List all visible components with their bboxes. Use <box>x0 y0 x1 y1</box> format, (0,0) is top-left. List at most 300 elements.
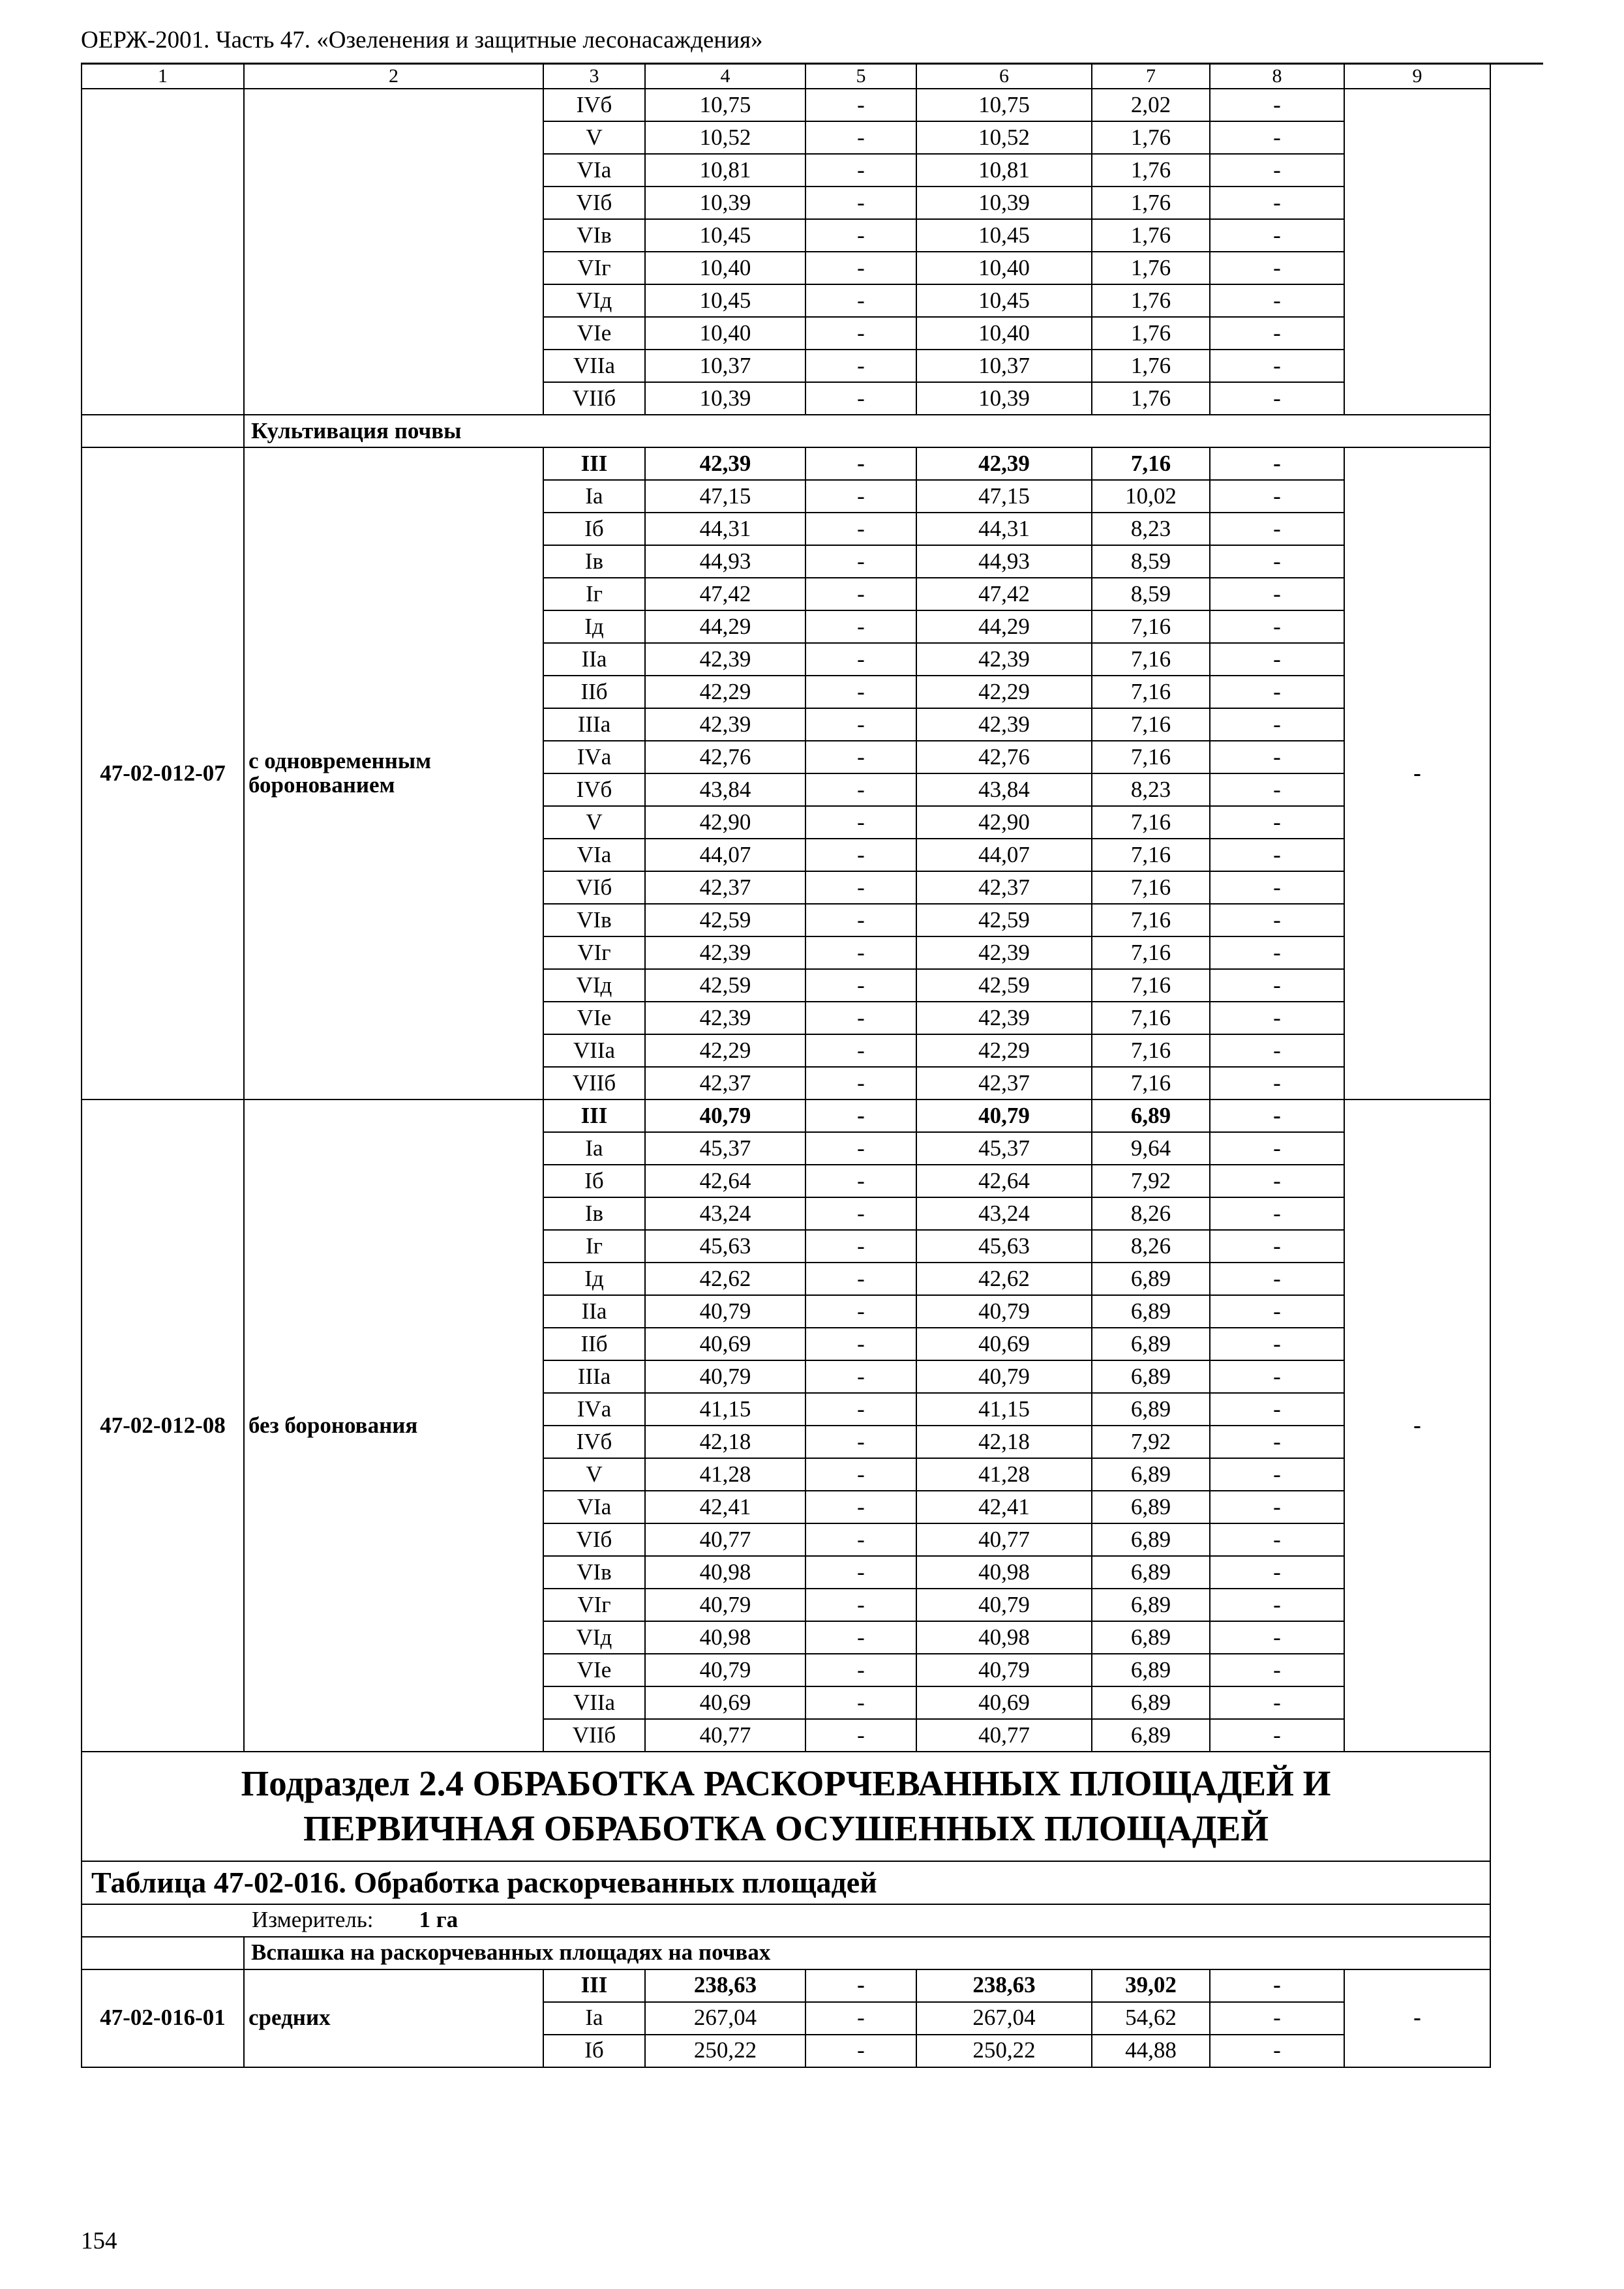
value-cell: 47,15 <box>916 480 1092 513</box>
value-cell: - <box>1210 2035 1344 2067</box>
value-cell: 7,16 <box>1092 741 1210 773</box>
value-cell: 45,63 <box>645 1230 805 1263</box>
value-cell: - <box>1210 317 1344 350</box>
value-cell: - <box>1210 839 1344 871</box>
value-cell: 42,76 <box>645 741 805 773</box>
measure-row <box>82 1904 1490 1937</box>
section-title-row <box>82 1937 1490 1969</box>
value-cell: - <box>805 2002 916 2035</box>
value-cell: 44,31 <box>916 513 1092 545</box>
value-cell: - <box>1210 2002 1344 2035</box>
value-cell: - <box>1210 219 1344 252</box>
zone-cell: IIа <box>543 1295 645 1328</box>
value-cell: - <box>805 219 916 252</box>
zone-cell: VIIа <box>543 1034 645 1067</box>
value-cell: 1,76 <box>1092 154 1210 187</box>
value-cell: 8,23 <box>1092 513 1210 545</box>
value-cell: 10,52 <box>645 121 805 154</box>
zone-cell: VIе <box>543 1654 645 1686</box>
value-cell: - <box>1210 969 1344 1002</box>
value-cell: 6,89 <box>1092 1686 1210 1719</box>
zone-cell: VIIб <box>543 1719 645 1752</box>
value-cell: - <box>805 839 916 871</box>
value-cell: - <box>805 741 916 773</box>
value-cell: 40,77 <box>916 1523 1092 1556</box>
zone-cell: VIа <box>543 154 645 187</box>
value-cell: 42,64 <box>916 1165 1092 1197</box>
value-cell: - <box>1210 480 1344 513</box>
value-cell: 47,15 <box>645 480 805 513</box>
col9-cell: - <box>1344 447 1490 1100</box>
value-cell: 40,79 <box>645 1295 805 1328</box>
value-cell: - <box>805 773 916 806</box>
value-cell: - <box>1210 121 1344 154</box>
subsection-heading: Подраздел 2.4 ОБРАБОТКА РАСКОРЧЕВАННЫХ ПЛОЩАДЕЙ И ПЕРВИЧНАЯ ОБРАБОТКА ОСУШЕННЫХ ПЛОЩАДЕЙ <box>82 1752 1490 1861</box>
row-code-cell <box>82 89 244 415</box>
value-cell: 42,39 <box>645 643 805 676</box>
value-cell: 6,89 <box>1092 1393 1210 1426</box>
value-cell: - <box>805 1263 916 1295</box>
value-cell: 40,69 <box>645 1686 805 1719</box>
row-description-cell: с одновременным боронованием <box>244 447 543 1100</box>
value-cell: - <box>805 1295 916 1328</box>
value-cell: - <box>805 1556 916 1589</box>
value-cell: - <box>1210 1523 1344 1556</box>
value-cell: 8,26 <box>1092 1197 1210 1230</box>
value-cell: 42,39 <box>645 1002 805 1034</box>
value-cell: 250,22 <box>916 2035 1092 2067</box>
zone-cell: Iа <box>543 480 645 513</box>
zone-cell: VIIб <box>543 1067 645 1100</box>
value-cell: - <box>805 806 916 839</box>
value-cell: 42,37 <box>916 1067 1092 1100</box>
zone-cell: IVб <box>543 773 645 806</box>
value-cell: - <box>805 1589 916 1621</box>
value-cell: - <box>1210 676 1344 708</box>
value-cell: - <box>805 969 916 1002</box>
value-cell: 42,37 <box>645 871 805 904</box>
value-cell: - <box>805 1328 916 1360</box>
value-cell: 1,76 <box>1092 219 1210 252</box>
value-cell: 42,29 <box>916 676 1092 708</box>
value-cell: 10,52 <box>916 121 1092 154</box>
row-code-cell: 47-02-016-01 <box>82 1969 244 2067</box>
page-number: 154 <box>81 2228 117 2254</box>
value-cell: 10,40 <box>645 317 805 350</box>
zone-cell: VIе <box>543 317 645 350</box>
value-cell: 10,39 <box>645 382 805 415</box>
value-cell: - <box>805 447 916 480</box>
value-cell: - <box>805 1491 916 1523</box>
value-cell: 7,16 <box>1092 1034 1210 1067</box>
value-cell: 42,37 <box>645 1067 805 1100</box>
zone-cell: VIIа <box>543 350 645 382</box>
value-cell: - <box>805 1654 916 1686</box>
value-cell: 42,39 <box>916 708 1092 741</box>
value-cell: - <box>805 1523 916 1556</box>
value-cell: 44,31 <box>645 513 805 545</box>
value-cell: 42,18 <box>645 1426 805 1458</box>
zone-cell: VIг <box>543 936 645 969</box>
value-cell: 42,76 <box>916 741 1092 773</box>
value-cell: 10,37 <box>916 350 1092 382</box>
value-cell: 42,39 <box>916 447 1092 480</box>
value-cell: - <box>1210 610 1344 643</box>
value-cell: - <box>805 1969 916 2002</box>
value-cell: 44,29 <box>916 610 1092 643</box>
col9-cell: - <box>1344 1100 1490 1752</box>
value-cell: - <box>1210 1556 1344 1589</box>
subsection-heading-row <box>82 1752 1490 1861</box>
value-cell: - <box>805 1426 916 1458</box>
value-cell: - <box>1210 1589 1344 1621</box>
value-cell: - <box>805 1719 916 1752</box>
value-cell: - <box>1210 741 1344 773</box>
value-cell: 1,76 <box>1092 121 1210 154</box>
zone-cell: VIд <box>543 284 645 317</box>
value-cell: 42,59 <box>645 904 805 936</box>
value-cell: 44,07 <box>645 839 805 871</box>
col9-cell: - <box>1344 1969 1490 2067</box>
value-cell: - <box>1210 708 1344 741</box>
value-cell: - <box>805 610 916 643</box>
value-cell: 7,16 <box>1092 1002 1210 1034</box>
value-cell: - <box>805 350 916 382</box>
value-cell: 40,79 <box>916 1295 1092 1328</box>
zone-cell: Iд <box>543 610 645 643</box>
value-cell: 10,37 <box>645 350 805 382</box>
value-cell: - <box>805 252 916 284</box>
value-cell: 43,84 <box>916 773 1092 806</box>
value-cell: 40,79 <box>645 1654 805 1686</box>
zone-cell: VIд <box>543 1621 645 1654</box>
zone-cell: Iб <box>543 1165 645 1197</box>
value-cell: 45,37 <box>645 1132 805 1165</box>
value-cell: 7,16 <box>1092 447 1210 480</box>
table-row <box>82 1969 1490 2002</box>
value-cell: 40,98 <box>645 1621 805 1654</box>
value-cell: 10,45 <box>916 284 1092 317</box>
zone-cell: Iд <box>543 1263 645 1295</box>
value-cell: 40,79 <box>916 1360 1092 1393</box>
value-cell: - <box>805 480 916 513</box>
value-cell: 43,84 <box>645 773 805 806</box>
value-cell: - <box>1210 806 1344 839</box>
value-cell: - <box>805 936 916 969</box>
value-cell: - <box>805 871 916 904</box>
value-cell: 1,76 <box>1092 317 1210 350</box>
value-cell: - <box>805 1034 916 1067</box>
value-cell: 6,89 <box>1092 1491 1210 1523</box>
value-cell: - <box>805 1067 916 1100</box>
value-cell: 42,29 <box>645 676 805 708</box>
value-cell: 7,92 <box>1092 1426 1210 1458</box>
value-cell: - <box>805 545 916 578</box>
value-cell: 40,77 <box>916 1719 1092 1752</box>
column-header-cell: 4 <box>645 64 805 89</box>
zone-cell: VIв <box>543 904 645 936</box>
value-cell: 10,39 <box>645 187 805 219</box>
column-header-cell: 6 <box>916 64 1092 89</box>
zone-cell: VIд <box>543 969 645 1002</box>
value-cell: - <box>805 1621 916 1654</box>
value-cell: - <box>805 2035 916 2067</box>
value-cell: 7,16 <box>1092 643 1210 676</box>
value-cell: 42,59 <box>916 904 1092 936</box>
value-cell: 42,18 <box>916 1426 1092 1458</box>
value-cell: 43,24 <box>645 1197 805 1230</box>
value-cell: 8,23 <box>1092 773 1210 806</box>
zone-cell: VIб <box>543 1523 645 1556</box>
cost-table-body <box>82 64 1490 2067</box>
value-cell: 43,24 <box>916 1197 1092 1230</box>
zone-cell: VIа <box>543 839 645 871</box>
value-cell: 250,22 <box>645 2035 805 2067</box>
zone-cell: IIIа <box>543 1360 645 1393</box>
value-cell: - <box>1210 1165 1344 1197</box>
value-cell: 44,07 <box>916 839 1092 871</box>
zone-cell: III <box>543 1100 645 1132</box>
value-cell: - <box>805 643 916 676</box>
value-cell: - <box>805 89 916 121</box>
value-cell: - <box>805 578 916 610</box>
value-cell: 42,90 <box>645 806 805 839</box>
empty-cell <box>82 1937 244 1969</box>
value-cell: 7,16 <box>1092 708 1210 741</box>
value-cell: 7,16 <box>1092 806 1210 839</box>
value-cell: - <box>805 1393 916 1426</box>
page-header: ОЕРЖ-2001. Часть 47. «Озеленения и защитные лесонасаждения» <box>81 27 763 53</box>
value-cell: 1,76 <box>1092 187 1210 219</box>
value-cell: 6,89 <box>1092 1263 1210 1295</box>
zone-cell: VIб <box>543 871 645 904</box>
value-cell: 40,79 <box>645 1589 805 1621</box>
value-cell: - <box>805 1132 916 1165</box>
table-title-row <box>82 1861 1490 1904</box>
zone-cell: VIб <box>543 187 645 219</box>
value-cell: - <box>805 154 916 187</box>
row-code-cell: 47-02-012-08 <box>82 1100 244 1752</box>
zone-cell: VIIб <box>543 382 645 415</box>
value-cell: - <box>1210 252 1344 284</box>
zone-cell: IVб <box>543 1426 645 1458</box>
value-cell: 44,93 <box>916 545 1092 578</box>
value-cell: 7,16 <box>1092 936 1210 969</box>
zone-cell: VIг <box>543 252 645 284</box>
column-header-cell: 2 <box>244 64 543 89</box>
value-cell: - <box>1210 350 1344 382</box>
value-cell: 40,79 <box>645 1100 805 1132</box>
value-cell: 6,89 <box>1092 1360 1210 1393</box>
value-cell: - <box>805 1002 916 1034</box>
zone-cell: IVа <box>543 741 645 773</box>
value-cell: 40,98 <box>916 1556 1092 1589</box>
zone-cell: Iв <box>543 545 645 578</box>
value-cell: 7,16 <box>1092 676 1210 708</box>
value-cell: 41,28 <box>916 1458 1092 1491</box>
table-title: Таблица 47-02-016. Обработка раскорчеванных площадей <box>82 1861 1490 1904</box>
value-cell: 42,62 <box>645 1263 805 1295</box>
value-cell: 40,79 <box>645 1360 805 1393</box>
value-cell: 10,40 <box>645 252 805 284</box>
value-cell: 238,63 <box>645 1969 805 2002</box>
value-cell: - <box>1210 1002 1344 1034</box>
section-title-row <box>82 415 1490 447</box>
value-cell: - <box>1210 545 1344 578</box>
cost-table <box>81 63 1491 2068</box>
value-cell: 10,45 <box>645 284 805 317</box>
column-header-cell: 8 <box>1210 64 1344 89</box>
value-cell: 10,75 <box>645 89 805 121</box>
zone-cell: IIIа <box>543 708 645 741</box>
value-cell: 1,76 <box>1092 252 1210 284</box>
value-cell: - <box>1210 1719 1344 1752</box>
zone-cell: Iб <box>543 513 645 545</box>
column-header-cell: 1 <box>82 64 244 89</box>
value-cell: 6,89 <box>1092 1523 1210 1556</box>
measure-label: Измеритель: <box>252 1907 374 1933</box>
value-cell: 40,69 <box>916 1686 1092 1719</box>
value-cell: 7,16 <box>1092 904 1210 936</box>
zone-cell: VIе <box>543 1002 645 1034</box>
value-cell: 41,28 <box>645 1458 805 1491</box>
value-cell: - <box>1210 1491 1344 1523</box>
value-cell: 10,45 <box>645 219 805 252</box>
section-title: Культивация почвы <box>244 415 1490 447</box>
value-cell: 7,16 <box>1092 610 1210 643</box>
value-cell: - <box>1210 1263 1344 1295</box>
value-cell: 10,81 <box>916 154 1092 187</box>
value-cell: - <box>805 1165 916 1197</box>
value-cell: - <box>1210 1458 1344 1491</box>
value-cell: 6,89 <box>1092 1654 1210 1686</box>
value-cell: - <box>1210 1426 1344 1458</box>
value-cell: 6,89 <box>1092 1328 1210 1360</box>
zone-cell: III <box>543 1969 645 2002</box>
column-header-cell: 3 <box>543 64 645 89</box>
value-cell: 267,04 <box>645 2002 805 2035</box>
zone-cell: IVа <box>543 1393 645 1426</box>
value-cell: - <box>1210 1654 1344 1686</box>
value-cell: 42,90 <box>916 806 1092 839</box>
table-row <box>82 89 1490 121</box>
value-cell: - <box>805 187 916 219</box>
value-cell: 40,79 <box>916 1100 1092 1132</box>
table-row <box>82 447 1490 480</box>
value-cell: - <box>1210 447 1344 480</box>
value-cell: 10,40 <box>916 317 1092 350</box>
value-cell: - <box>1210 904 1344 936</box>
zone-cell: IIб <box>543 676 645 708</box>
value-cell: - <box>805 382 916 415</box>
value-cell: - <box>1210 643 1344 676</box>
zone-cell: III <box>543 447 645 480</box>
empty-cell <box>82 415 244 447</box>
column-header-row <box>82 64 1490 89</box>
zone-cell: Iб <box>543 2035 645 2067</box>
value-cell: 42,41 <box>645 1491 805 1523</box>
value-cell: - <box>1210 773 1344 806</box>
value-cell: 47,42 <box>916 578 1092 610</box>
zone-cell: VIв <box>543 1556 645 1589</box>
zone-cell: V <box>543 1458 645 1491</box>
value-cell: 40,69 <box>916 1328 1092 1360</box>
value-cell: 42,39 <box>645 708 805 741</box>
value-cell: - <box>1210 1295 1344 1328</box>
value-cell: 6,89 <box>1092 1621 1210 1654</box>
value-cell: 41,15 <box>916 1393 1092 1426</box>
row-description-cell: средних <box>244 1969 543 2067</box>
value-cell: - <box>1210 1686 1344 1719</box>
value-cell: 7,16 <box>1092 871 1210 904</box>
value-cell: - <box>1210 871 1344 904</box>
zone-cell: V <box>543 806 645 839</box>
value-cell: 8,59 <box>1092 578 1210 610</box>
value-cell: 10,39 <box>916 187 1092 219</box>
value-cell: - <box>805 676 916 708</box>
value-cell: 42,39 <box>916 1002 1092 1034</box>
value-cell: - <box>1210 284 1344 317</box>
zone-cell: IIа <box>543 643 645 676</box>
value-cell: 10,81 <box>645 154 805 187</box>
value-cell: 42,29 <box>645 1034 805 1067</box>
zone-cell: Iг <box>543 578 645 610</box>
value-cell: 44,29 <box>645 610 805 643</box>
zone-cell: VIг <box>543 1589 645 1621</box>
value-cell: 42,39 <box>916 643 1092 676</box>
row-description-cell <box>244 89 543 415</box>
value-cell: - <box>805 1360 916 1393</box>
value-cell: 6,89 <box>1092 1458 1210 1491</box>
value-cell: 40,98 <box>645 1556 805 1589</box>
value-cell: - <box>1210 1067 1344 1100</box>
zone-cell: Iв <box>543 1197 645 1230</box>
value-cell: - <box>805 1686 916 1719</box>
value-cell: - <box>1210 89 1344 121</box>
value-cell: 238,63 <box>916 1969 1092 2002</box>
value-cell: 6,89 <box>1092 1295 1210 1328</box>
value-cell: 42,39 <box>645 447 805 480</box>
value-cell: - <box>805 1230 916 1263</box>
value-cell: 40,77 <box>645 1523 805 1556</box>
value-cell: 7,16 <box>1092 839 1210 871</box>
value-cell: 42,62 <box>916 1263 1092 1295</box>
value-cell: 40,77 <box>645 1719 805 1752</box>
col9-cell <box>1344 89 1490 415</box>
value-cell: 40,69 <box>645 1328 805 1360</box>
value-cell: - <box>1210 578 1344 610</box>
value-cell: - <box>1210 513 1344 545</box>
value-cell: - <box>805 1197 916 1230</box>
value-cell: 45,37 <box>916 1132 1092 1165</box>
value-cell: 10,40 <box>916 252 1092 284</box>
value-cell: 7,92 <box>1092 1165 1210 1197</box>
value-cell: 8,26 <box>1092 1230 1210 1263</box>
section-title: Вспашка на раскорчеванных площадях на почвах <box>244 1937 1490 1969</box>
zone-cell: IIб <box>543 1328 645 1360</box>
value-cell: 45,63 <box>916 1230 1092 1263</box>
zone-cell: Iг <box>543 1230 645 1263</box>
zone-cell: VIв <box>543 219 645 252</box>
value-cell: 42,39 <box>916 936 1092 969</box>
value-cell: 42,64 <box>645 1165 805 1197</box>
value-cell: - <box>805 904 916 936</box>
value-cell: - <box>805 317 916 350</box>
value-cell: - <box>1210 1393 1344 1426</box>
value-cell: 1,76 <box>1092 382 1210 415</box>
value-cell: 44,93 <box>645 545 805 578</box>
value-cell: 54,62 <box>1092 2002 1210 2035</box>
